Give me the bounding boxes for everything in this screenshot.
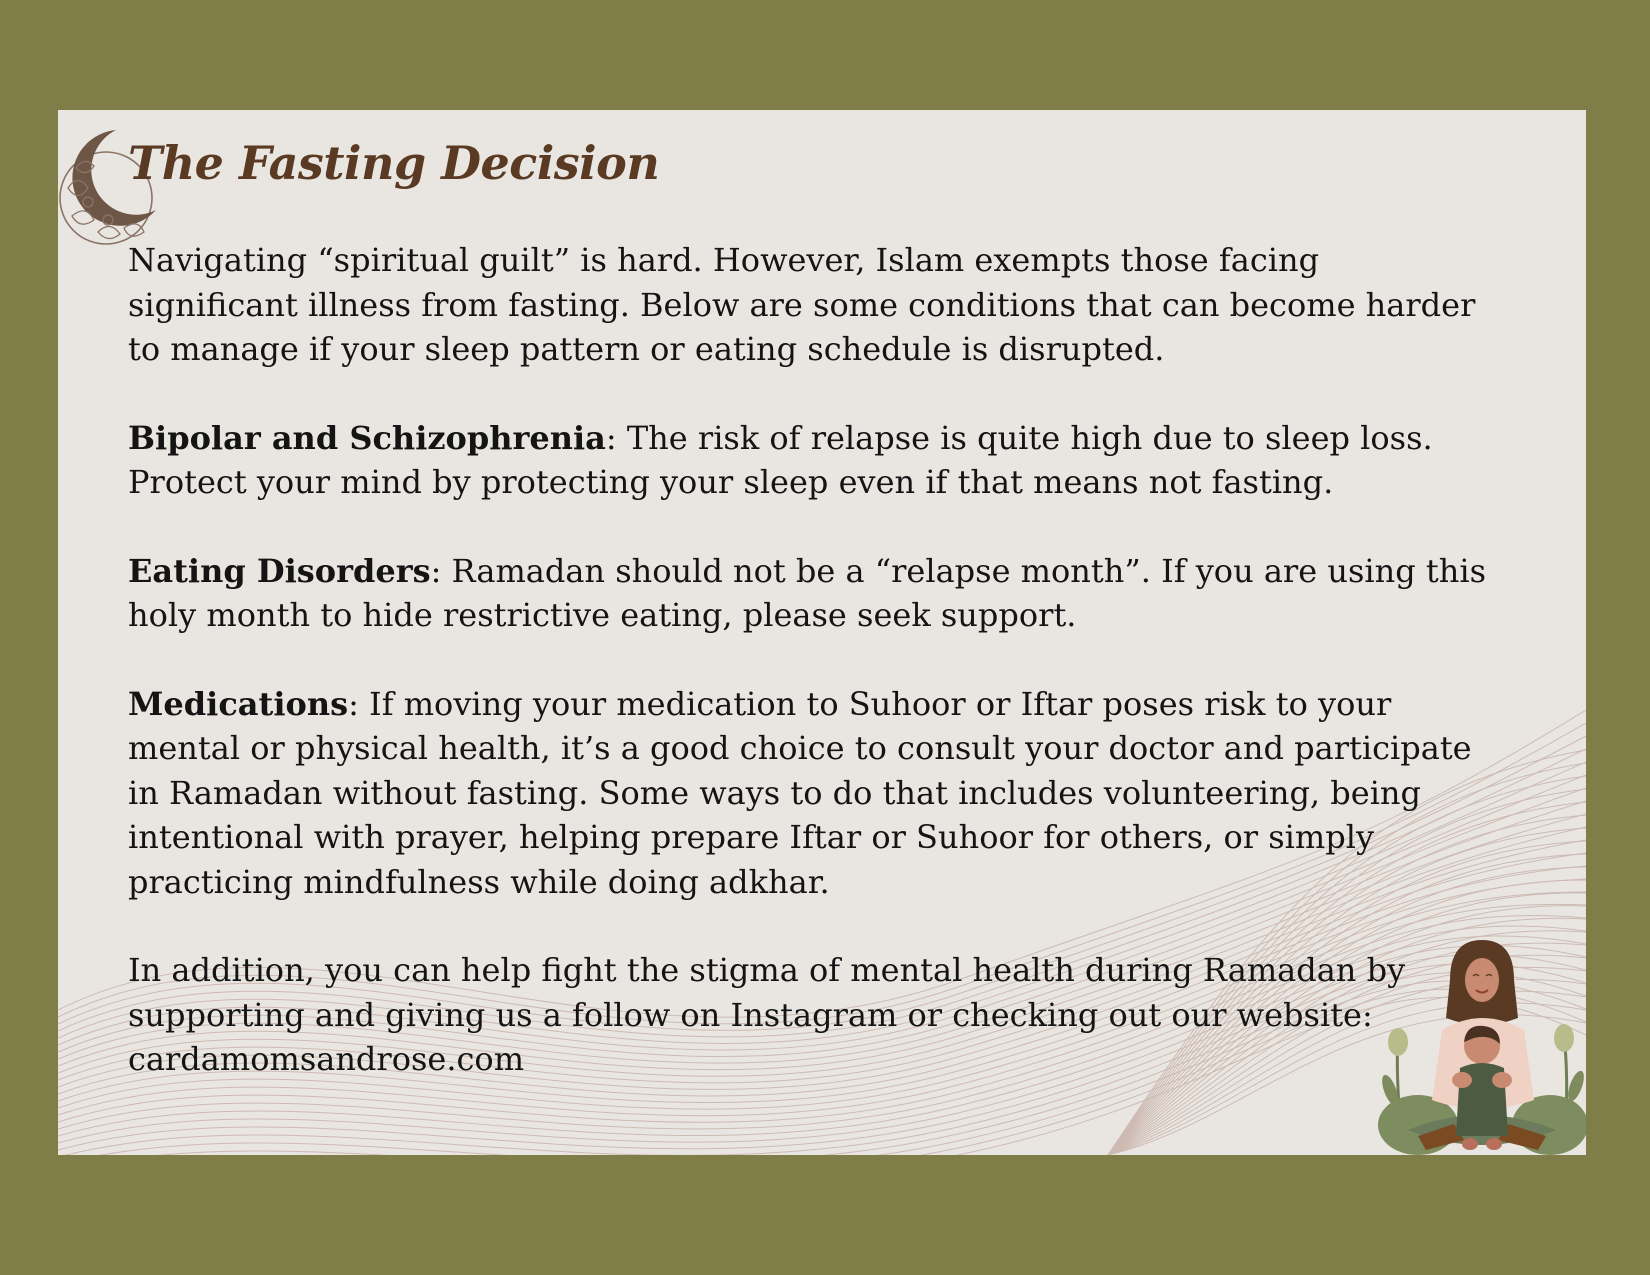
intro-paragraph: Navigating “spiritual guilt” is hard. However, Islam exempts those facing significant illness from fasting. Below are some conditions that can become harder to manage if your sleep pattern or eating schedule is disrupted. [128,241,1476,368]
mother-and-child-illustration [1378,940,1586,1155]
section-heading: Eating Disorders [128,551,431,590]
section-bipolar [128,416,1488,505]
closing-paragraph: In addition, you can help fight the stigma of mental health during Ramadan by supporting and giving us a follow on Instagram or checking out our website: cardamomsandrose.com [128,951,1406,1078]
content-card [58,110,1586,1155]
section-medications [128,682,1488,905]
section-eating-disorders [128,549,1488,638]
section-heading: Bipolar and Schizophrenia [128,418,606,457]
section-heading: Medications [128,684,349,723]
section-text: : If moving your medication to Suhoor or Iftar poses risk to your mental or physical health, it’s a good choice to consult your doctor and participate in Ramadan without fasting. Some ways to do that includes volunteering, being intentional with prayer, helping prepare Iftar or Suhoor for others, or simply practicing mindfulness while doing adkhar. [128,684,1472,901]
body-text [128,238,1488,1126]
section-text: : The risk of relapse is quite high due to sleep loss. Protect your mind by protecting your sleep even if that means not fasting. [128,418,1433,501]
page-title: The Fasting Decision [128,136,660,190]
section-text: : Ramadan should not be a “relapse month”. If you are using this holy month to hide restrictive eating, please seek support. [128,551,1486,634]
